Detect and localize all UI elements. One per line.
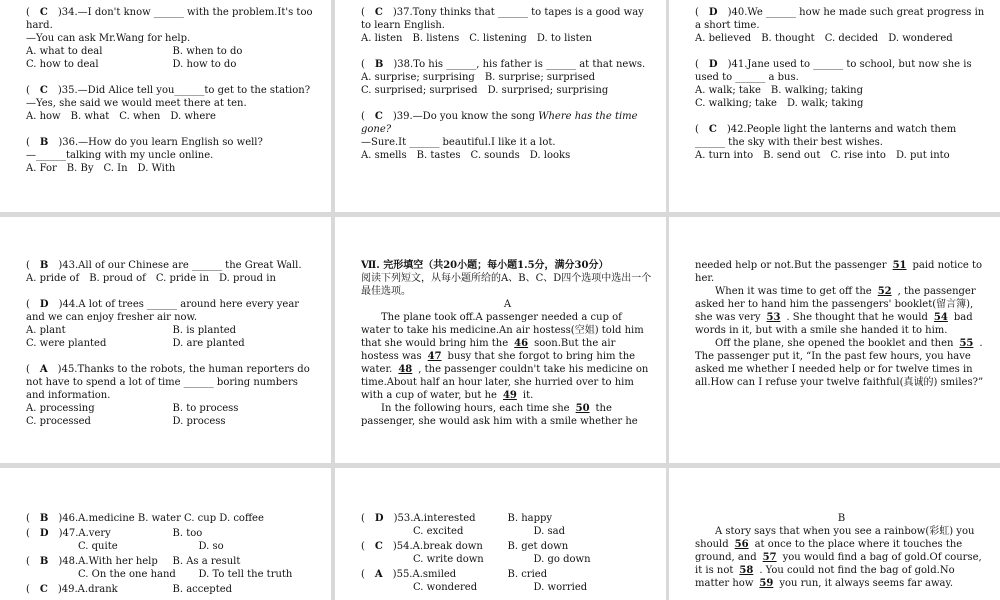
- blank-52: 52: [877, 286, 892, 297]
- answer: B: [39, 513, 49, 524]
- option-c: C. sounds: [470, 150, 520, 161]
- option-d: D. To tell the truth: [198, 569, 293, 580]
- question-extra: —You can ask Mr.Wang for help.: [26, 33, 191, 44]
- option-c: C. were planted: [26, 338, 107, 349]
- option-d: D. With: [137, 163, 176, 174]
- passage-title: B: [837, 513, 846, 524]
- blank-48: 48: [398, 364, 413, 375]
- section-instruction: 阅读下列短文，从每小题所给的A、B、C、D四个选项中选出一个最佳选项。: [361, 273, 652, 297]
- option-d: D. looks: [529, 150, 571, 161]
- option-d: D. sad: [533, 526, 566, 537]
- answer: D: [39, 299, 49, 310]
- option-c: C. decided: [824, 33, 879, 44]
- song-title: Where has the time gone?: [361, 111, 638, 135]
- blank-46: 46: [514, 338, 529, 349]
- question-46: ( B )46.A.medicine B. water C. cup D. coffee: [26, 513, 264, 524]
- question-stem: 38.To his ______, his father is ______ at that news.: [397, 59, 646, 70]
- option-c: C. excited: [413, 526, 464, 537]
- option-d: D. process: [172, 416, 226, 427]
- option-a: A. how: [26, 111, 61, 122]
- question-extra: —______talking with my uncle online.: [26, 150, 214, 161]
- option-d: D. where: [170, 111, 216, 122]
- option-b: B. listens: [412, 33, 460, 44]
- option-a: A. believed: [695, 33, 752, 44]
- answer: C: [39, 584, 48, 595]
- answer: C: [374, 541, 383, 552]
- option-d: D. put into: [895, 150, 950, 161]
- option-c: C. processed: [26, 416, 91, 427]
- answer: B: [39, 556, 49, 567]
- question-stem: 37.Tony thinks that ______ to tapes is a good way to learn English.: [361, 7, 644, 31]
- option-b: B. walking; taking: [770, 85, 864, 96]
- option-a: 54.A.break down: [396, 541, 483, 552]
- question-stem: 35.—Did Alice tell you______to get to the station?: [61, 85, 311, 96]
- option-b: B. too: [172, 528, 203, 539]
- slide-cloze-passage-a-continued: [669, 217, 1000, 463]
- question-38: ( B )38.To his ______, his father is ______ at that news. A. surprise; surprising B. surprise; surprised C. surprised; surprised D. surprised; surprising: [361, 59, 646, 96]
- question-48: ( B )48.A.With her help B. As a result C. On the one hand D. To tell the truth: [26, 555, 319, 581]
- option-b: B. to process: [172, 403, 239, 414]
- option-a: A. For: [26, 163, 57, 174]
- option-d: D. worried: [533, 582, 588, 593]
- question-stem: 41.Jane used to ______ to school, but now she is used to ______ a bus.: [695, 59, 972, 83]
- option-b: B. when to do: [172, 46, 243, 57]
- passage-title: A: [503, 299, 512, 310]
- question-extra: —Sure.It ______ beautiful.I like it a lot.: [361, 137, 556, 148]
- option-a: A. walk; take: [695, 85, 761, 96]
- option-b: B. thought: [761, 33, 815, 44]
- answer: C: [708, 124, 717, 135]
- option-d: D. wondered: [888, 33, 953, 44]
- question-stem: 44.A lot of trees ______ around here every year and we can enjoy fresher air now.: [26, 299, 300, 323]
- answer: C: [39, 7, 48, 18]
- option-c: C. wondered: [413, 582, 478, 593]
- question-stem: 39.—Do you know the song: [396, 111, 539, 122]
- option-c: C. rise into: [830, 150, 886, 161]
- blank-51: 51: [892, 260, 907, 271]
- blank-55: 55: [959, 338, 974, 349]
- question-53: ( D )53.A.interested B. happy C. excited D. sad: [361, 512, 654, 538]
- blank-49: 49: [502, 390, 517, 401]
- question-stem: 42.People light the lanterns and watch them ______ the sky with their best wishes.: [695, 124, 957, 148]
- slide-answers-53-55: [335, 468, 666, 600]
- option-a: A. processing: [26, 403, 95, 414]
- option-b: B. happy: [507, 513, 553, 524]
- passage-b-text: A story says that when you see a rainbow(彩虹) you should 56 at once to the place where it touches the ground, and 57 you would find a bag of gold.Of course, it is not 58 . You could not find the bag of gold.No matter how 59 you run, it always seems far away.: [695, 526, 982, 589]
- blank-47: 47: [427, 351, 442, 362]
- option-a: A. turn into: [695, 150, 754, 161]
- option-d: D. go down: [533, 554, 591, 565]
- section-heading: Ⅶ. 完形填空（共20小题；每小题1.5分，满分30分）: [361, 260, 609, 271]
- option-b: B. tastes: [416, 150, 461, 161]
- question-stem: 46.A.medicine B. water C. cup D. coffee: [62, 513, 264, 524]
- option-c: C. when: [119, 111, 161, 122]
- option-a: A. what to deal: [26, 46, 103, 57]
- answer: C: [39, 85, 48, 96]
- blank-57: 57: [762, 552, 777, 563]
- option-d: D. how to do: [172, 59, 237, 70]
- question-35: ( C )35.—Did Alice tell you______to get to the station? —Yes, she said we would meet there at ten. A. how B. what C. when D. where: [26, 84, 319, 123]
- question-47: ( D )47.A.very B. too C. quite D. so: [26, 527, 319, 553]
- option-b: B. surprise; surprised: [484, 72, 596, 83]
- passage-a-continued-text: needed help or not.But the passenger 51 paid notice to her. When it was time to get off the 52 , the passenger asked her to hand him the passengers' booklet(留言簿), she was very 53 . She thought that he would 54 bad words in it, but with a smile she handed it to him. Off the plane, she opened the booklet and then 55 . The passenger put it, “In the past few hours, you have asked me whether I needed help or for twelve times in all.How can I refuse your twelve faithful(真诚的) smiles?”: [695, 260, 984, 388]
- option-b: B. get down: [507, 541, 569, 552]
- option-a: 47.A.very: [62, 528, 111, 539]
- slide-questions-43-45: [0, 217, 331, 463]
- option-b: B. what: [70, 111, 110, 122]
- passage-a-text: The plane took off.A passenger needed a cup of water to take his medicine.An air hostess(空姐) told him that she would bring him the 46 soon.But the air hostess was 47 busy that she forgot to bring him the water. 48 , the passenger couldn't take his medicine on time.About half an hour later, she hurried over to him with a cup of water, but he 49 it. In the following hours, each time she 50 the passenger, she would ask him with a smile whether he: [361, 312, 649, 427]
- question-stem: 34.—I don't know ______ with the problem.It's too hard.: [26, 7, 313, 31]
- option-d: D. surprised; surprising: [487, 85, 609, 96]
- question-extra: —Yes, she said we would meet there at ten.: [26, 98, 247, 109]
- option-b: B. As a result: [172, 556, 241, 567]
- question-54: ( C )54.A.break down B. get down C. write down D. go down: [361, 540, 654, 566]
- option-d: D. are planted: [172, 338, 245, 349]
- slide-questions-37-39: [335, 0, 666, 212]
- option-c: C. pride in: [155, 273, 210, 284]
- question-37: ( C )37.Tony thinks that ______ to tapes is a good way to learn English. A. listen B. listens C. listening D. to listen: [361, 7, 644, 44]
- option-d: D. so: [198, 541, 224, 552]
- question-42: ( C )42.People light the lanterns and watch them ______ the sky with their best wishes. A. turn into B. send out C. rise into D. put into: [695, 124, 957, 161]
- answer: D: [39, 528, 49, 539]
- slide-questions-40-42: [669, 0, 1000, 212]
- answer: A: [374, 569, 383, 580]
- option-d: D. walk; taking: [786, 98, 864, 109]
- question-45: ( A )45.Thanks to the robots, the human reporters do not have to spend a lot of time ______ boring numbers and information. A. processing B. to process C. processed D. process: [26, 363, 319, 428]
- option-c: C. On the one hand: [78, 569, 176, 580]
- answer: C: [374, 7, 383, 18]
- blank-50: 50: [575, 403, 590, 414]
- option-c: C. In: [103, 163, 128, 174]
- slide-cloze-passage-b: [669, 468, 1000, 600]
- question-44: ( D )44.A lot of trees ______ around here every year and we can enjoy fresher air now. A. plant B. is planted C. were planted D. are planted: [26, 298, 319, 350]
- option-a: 55.A.smiled: [396, 569, 457, 580]
- blank-53: 53: [766, 312, 781, 323]
- answer: B: [39, 260, 49, 271]
- option-a: A. pride of: [26, 273, 80, 284]
- option-a: 49.A.drank: [61, 584, 118, 595]
- question-stem: 43.All of our Chinese are ______ the Great Wall.: [62, 260, 302, 271]
- option-b: B. cried: [507, 569, 548, 580]
- option-a: 48.A.With her help: [62, 556, 158, 567]
- answer: B: [374, 59, 384, 70]
- answer: A: [39, 364, 48, 375]
- question-stem: 36.—How do you learn English so well?: [62, 137, 263, 148]
- slide-cloze-passage-a: [335, 217, 666, 463]
- slide-questions-34-36: [0, 0, 331, 212]
- blank-58: 58: [739, 565, 754, 576]
- question-40: ( D )40.We ______ how he made such great progress in a short time. A. believed B. thought C. decided D. wondered: [695, 7, 985, 44]
- option-a: A. surprise; surprising: [361, 72, 475, 83]
- question-41: ( D )41.Jane used to ______ to school, but now she is used to ______ a bus. A. walk; take B. walking; taking C. walking; take D. walk; taking: [695, 59, 972, 109]
- question-36: ( B )36.—How do you learn English so well? —______talking with my uncle online. A. For B. By C. In D. With: [26, 136, 319, 175]
- blank-54: 54: [933, 312, 948, 323]
- option-b: B. By: [66, 163, 94, 174]
- option-d: D. proud in: [219, 273, 276, 284]
- slide-answers-46-49: [0, 468, 331, 600]
- option-c: C. listening: [469, 33, 527, 44]
- option-a: 53.A.interested: [397, 513, 476, 524]
- option-a: A. plant: [26, 325, 66, 336]
- option-c: C. quite: [78, 541, 118, 552]
- answer: D: [708, 7, 718, 18]
- question-stem: 40.We ______ how he made such great progress in a short time.: [695, 7, 985, 31]
- question-34: ( C )34.—I don't know ______ with the problem.It's too hard. —You can ask Mr.Wang for help. A. what to deal B. when to do C. how to deal D. how to do: [26, 6, 319, 71]
- option-b: B. accepted: [172, 584, 233, 595]
- option-a: A. smells: [361, 150, 407, 161]
- answer: C: [374, 111, 383, 122]
- option-b: B. is planted: [172, 325, 237, 336]
- option-c: C. walking; take: [695, 98, 777, 109]
- blank-56: 56: [734, 539, 749, 550]
- answer: D: [374, 513, 384, 524]
- question-55: ( A )55.A.smiled B. cried C. wondered D. worried: [361, 568, 654, 594]
- question-stem: 45.Thanks to the robots, the human reporters do not have to spend a lot of time ______ boring numbers and information.: [26, 364, 310, 401]
- option-c: C. how to deal: [26, 59, 99, 70]
- question-43: ( B )43.All of our Chinese are ______ the Great Wall. A. pride of B. proud of C. pride in D. proud in: [26, 260, 302, 284]
- answer: D: [708, 59, 718, 70]
- option-c: C. surprised; surprised: [361, 85, 478, 96]
- option-a: A. listen: [361, 33, 403, 44]
- option-b: B. proud of: [89, 273, 146, 284]
- option-c: C. write down: [413, 554, 484, 565]
- question-49: ( C )49.A.drank B. accepted: [26, 583, 319, 596]
- question-39: ( C )39.—Do you know the song Where has the time gone? —Sure.It ______ beautiful.I like it a lot. A. smells B. tastes C. sounds D. looks: [361, 110, 654, 162]
- option-b: B. send out: [763, 150, 821, 161]
- blank-59: 59: [759, 578, 774, 589]
- answer: B: [39, 137, 49, 148]
- option-d: D. to listen: [536, 33, 592, 44]
